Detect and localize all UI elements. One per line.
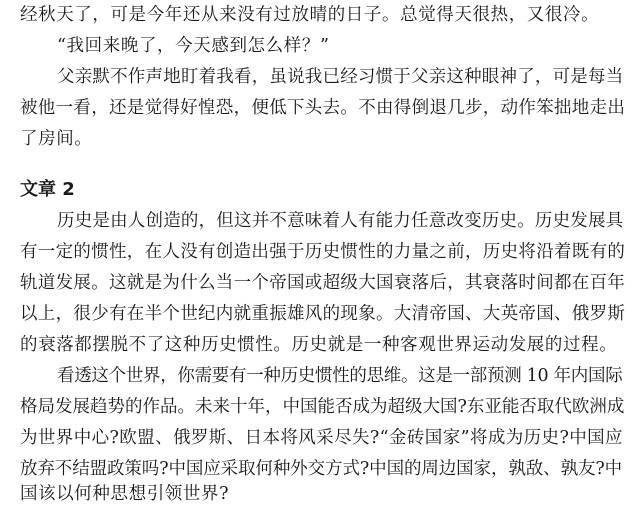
text-line: 父亲默不作声地盯着我看，虽说我已经习惯于父亲这种眼神了，可是每当 xyxy=(57,67,624,87)
text-line: 了房间。 xyxy=(20,129,93,149)
text-line: 看透这个世界，你需要有一种历史惯性的思维。这是一部预测 10 年内国际 xyxy=(57,366,623,386)
text-line: 被他一看，还是觉得好惶恐，便低下头去。不由得倒退几步，动作笨拙地走出 xyxy=(20,98,626,118)
text-line: 为世界中心?欧盟、俄罗斯、日本将风采尽失?“金砖国家”将成为历史?中国应 xyxy=(20,428,623,448)
text-line: 国该以何种思想引领世界? xyxy=(20,484,230,504)
text-line: 历史是由人创造的，但这并不意味着人有能力任意改变历史。历史发展具 xyxy=(57,211,624,231)
text-line: 以上，很少有在半个世纪内就重振雄风的现象。大清帝国、大英帝国、俄罗斯 xyxy=(20,304,626,324)
text-line: 经秋天了，可是今年还从来没有过放晴的日子。总觉得天很热，又很冷。 xyxy=(20,5,600,25)
text-line: 放弃不结盟政策吗?中国应采取何种外交方式?中国的周边国家，孰敌、孰友?中 xyxy=(20,459,623,479)
text-line: 格局发展趋势的作品。未来十年，中国能否成为超级大国?东亚能否取代欧洲成 xyxy=(20,397,625,417)
article-heading: 文章 2 xyxy=(20,179,75,200)
text-line: 的衰落都摆脱不了这种历史惯性。历史就是一种客观世界运动发展的过程。 xyxy=(20,335,618,355)
text-line: “我回来晚了，今天感到怎么样？” xyxy=(57,36,330,56)
text-line: 轨道发展。这就是为什么当一个帝国或超级大国衰落后，其衰落时间都在百年 xyxy=(20,273,626,293)
text-line: 有一定的惯性，在人没有创造出强于历史惯性的力量之前，历史将沿着既有的 xyxy=(20,242,626,262)
